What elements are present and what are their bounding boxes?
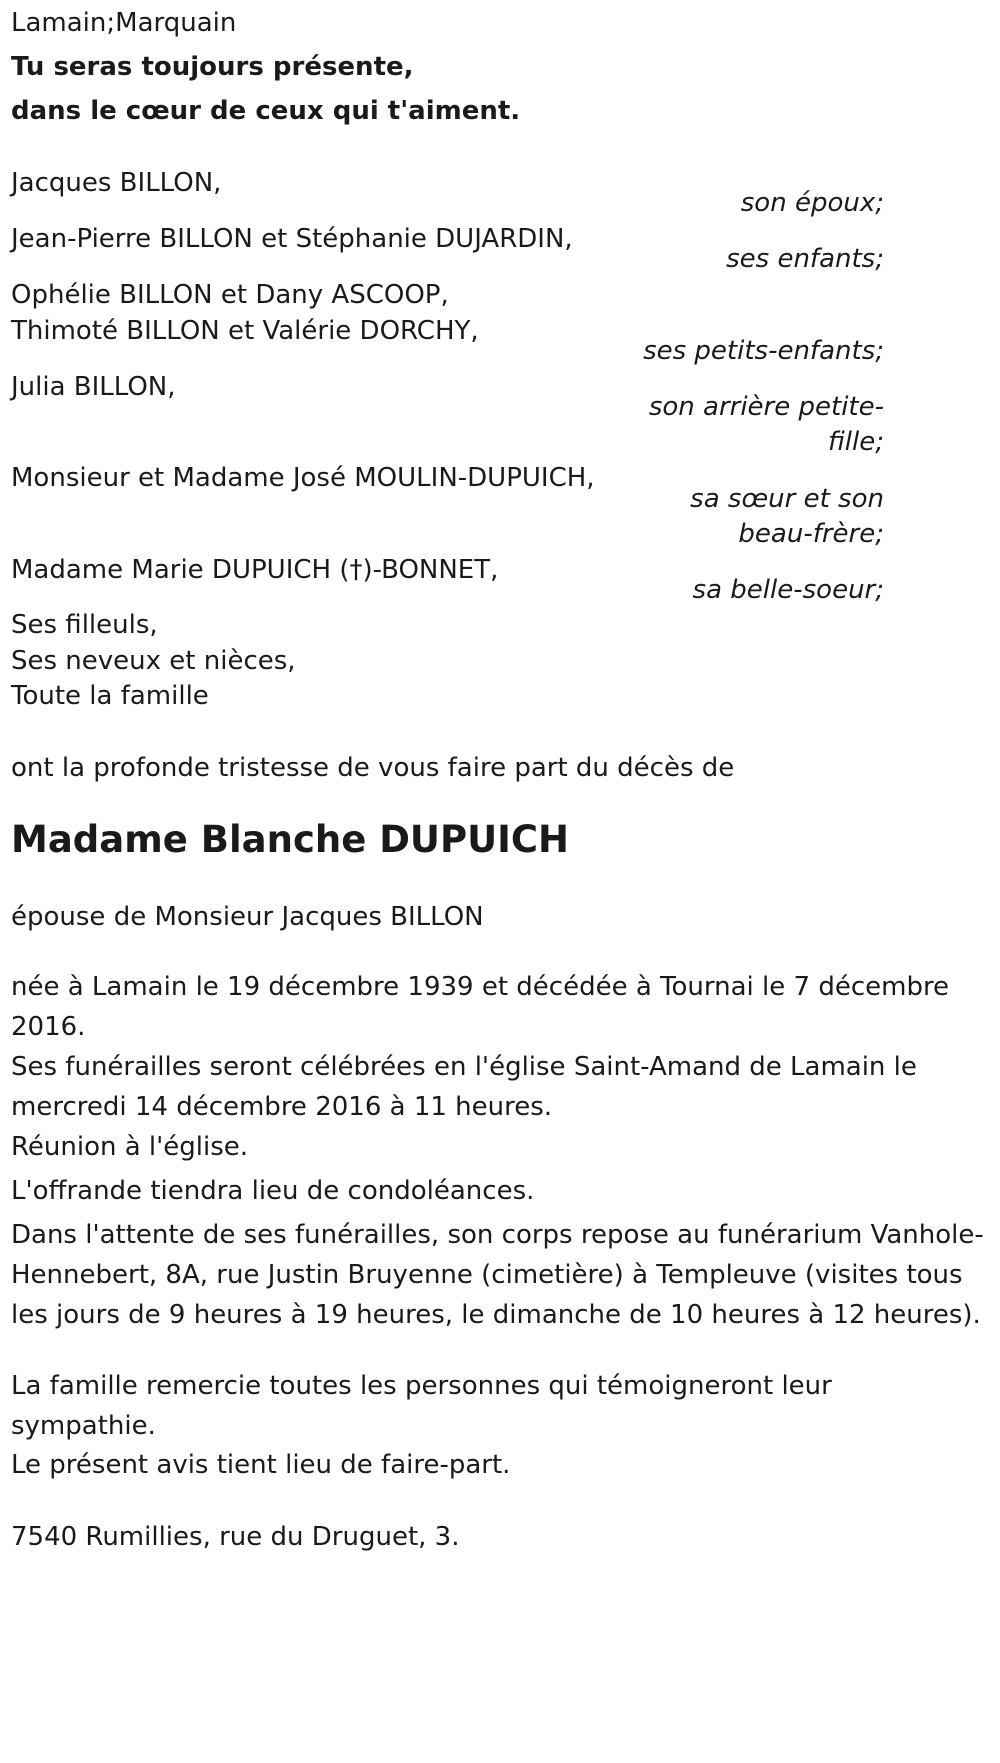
offering-paragraph: L'offrande tiendra lieu de condoléances. — [11, 1176, 535, 1206]
family-name-sister-in-law: Madame Marie DUPUICH (†)-BONNET, — [11, 555, 499, 585]
relation-sister-line-2: beau-frère; — [738, 519, 884, 549]
family-name-children: Jean-Pierre BILLON et Stéphanie DUJARDIN, — [11, 224, 573, 254]
deceased-name: Madame Blanche DUPUICH — [11, 818, 570, 861]
relation-great-grandchild-line-1: son arrière petite- — [648, 392, 884, 422]
notice-paragraph: Le présent avis tient lieu de faire-part. — [11, 1450, 511, 1480]
quote-line-2: dans le cœur de ceux qui t'aiment. — [11, 96, 521, 126]
funeral-paragraph: Ses funérailles seront célébrées en l'église Saint-Amand de Lamain le mercredi 14 décembre 2016 à 11 heures. — [11, 1052, 917, 1122]
family-name-sister: Monsieur et Madame José MOULIN-DUPUICH, — [11, 463, 595, 493]
relation-great-grandchild-line-2: fille; — [828, 427, 884, 457]
others-nephews-nieces: Ses neveux et nièces, — [11, 646, 296, 676]
funerarium-paragraph: Dans l'attente de ses funérailles, son corps repose au funérarium Vanhole-Hennebert, 8A, rue Justin Bruyenne (cimetière) à Templeuve (visites tous les jours de 9 heures à 19 heures, le dimanche de 10 heures à 12 heures). — [11, 1220, 984, 1330]
quote-line-1: Tu seras toujours présente, — [11, 52, 414, 82]
location-line: Lamain;Marquain — [11, 8, 237, 38]
spouse-line: épouse de Monsieur Jacques BILLON — [11, 902, 484, 932]
family-name-grandchild-1: Ophélie BILLON et Dany ASCOOP, — [11, 280, 449, 310]
address-line: 7540 Rumillies, rue du Druguet, 3. — [11, 1522, 460, 1552]
family-name-spouse: Jacques BILLON, — [11, 168, 222, 198]
relation-children: ses enfants; — [726, 244, 884, 274]
announcement-text: ont la profonde tristesse de vous faire part du décès de — [11, 753, 735, 783]
birth-death-paragraph: née à Lamain le 19 décembre 1939 et décédée à Tournai le 7 décembre 2016. — [11, 972, 950, 1042]
others-whole-family: Toute la famille — [11, 681, 209, 711]
relation-sister-in-law: sa belle-soeur; — [692, 575, 884, 605]
relation-sister-line-1: sa sœur et son — [690, 484, 884, 514]
family-name-great-grandchild: Julia BILLON, — [11, 372, 176, 402]
thanks-paragraph: La famille remercie toutes les personnes qui témoigneront leur sympathie. — [11, 1371, 832, 1441]
reunion-paragraph: Réunion à l'église. — [11, 1132, 249, 1162]
relation-spouse: son époux; — [740, 188, 884, 218]
relation-grandchildren: ses petits-enfants; — [643, 336, 884, 366]
family-name-grandchild-2: Thimoté BILLON et Valérie DORCHY, — [11, 316, 479, 346]
others-godchildren: Ses filleuls, — [11, 610, 158, 640]
